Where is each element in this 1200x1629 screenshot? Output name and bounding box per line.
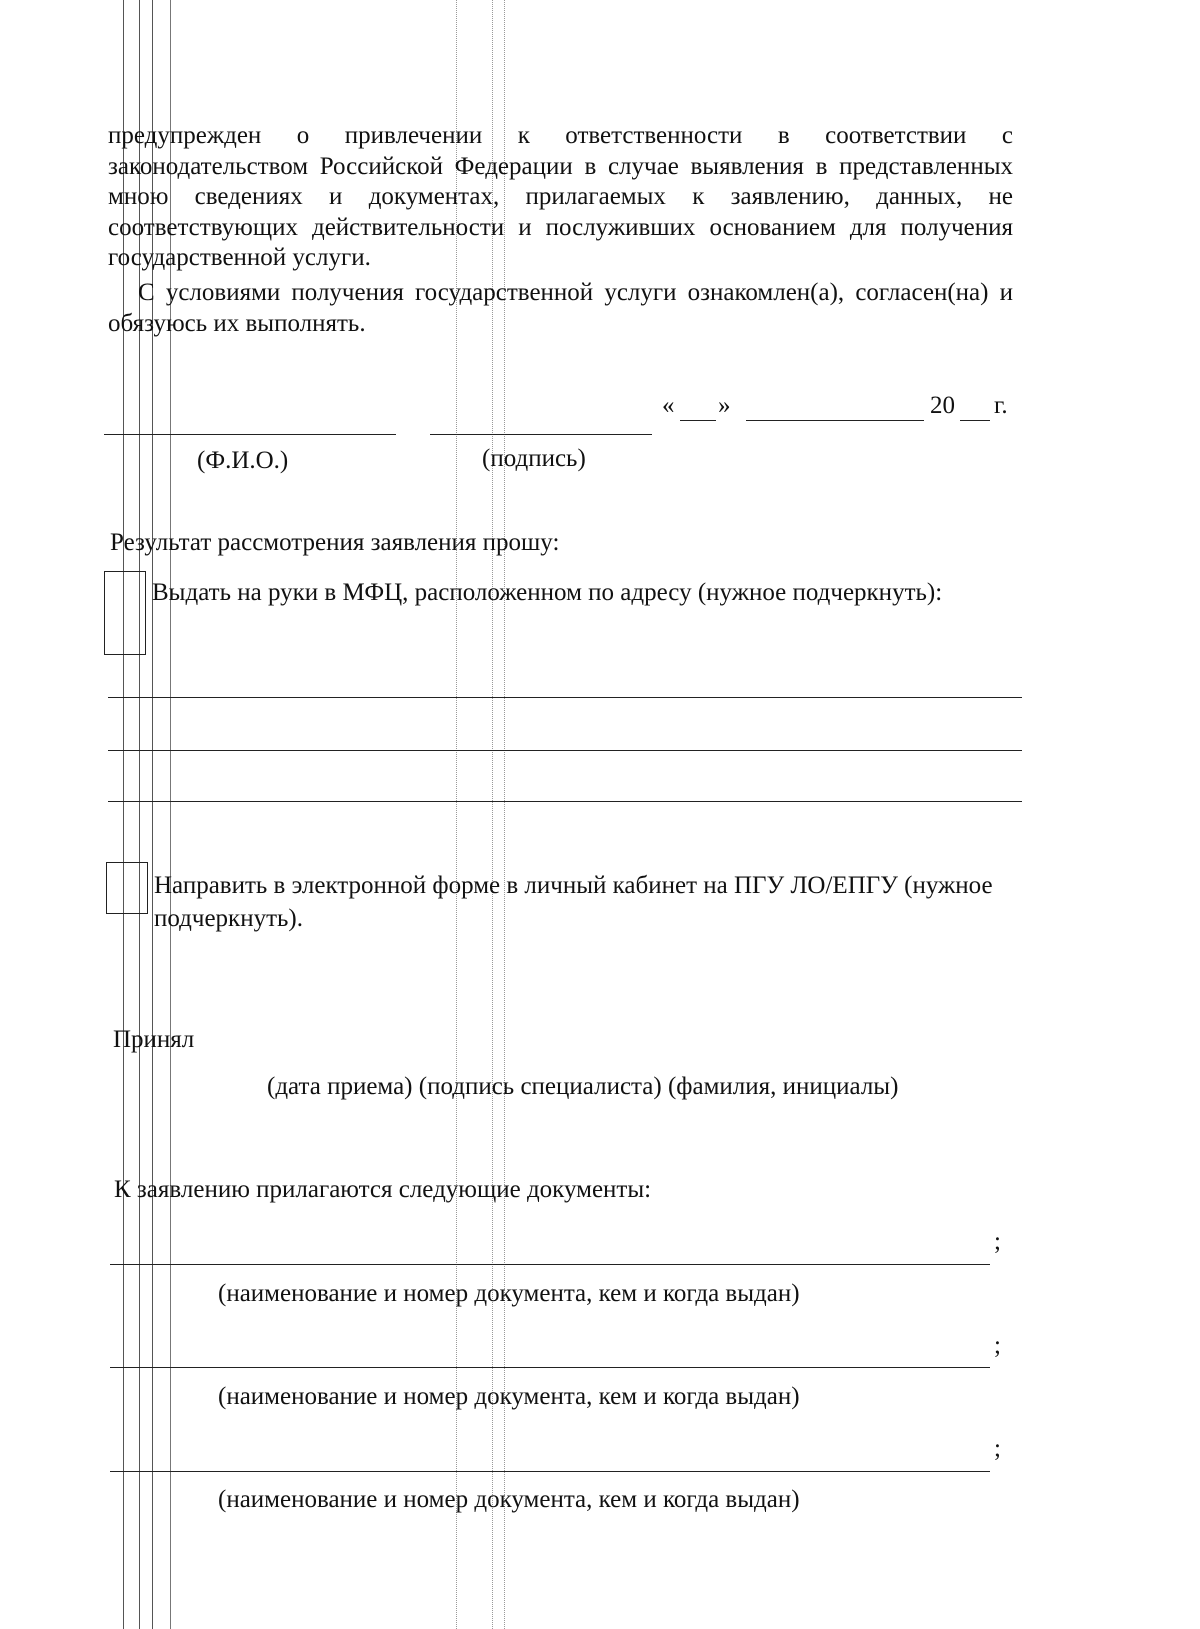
date-open-quote: « (662, 392, 675, 419)
mfc-option-text: Выдать на руки в МФЦ, расположенном по адресу (нужное подчеркнуть): (152, 579, 943, 606)
electronic-checkbox[interactable] (106, 862, 148, 914)
accepted-label: Принял (113, 1026, 195, 1053)
fio-field[interactable] (104, 434, 396, 435)
document-separator: ; (994, 1435, 1001, 1462)
documents-heading: К заявлению прилагаются следующие документы: (114, 1176, 652, 1203)
signature-field[interactable] (430, 434, 652, 435)
address-line-2[interactable] (108, 750, 1022, 751)
document-field[interactable] (110, 1264, 990, 1265)
document-field[interactable] (110, 1471, 990, 1472)
agreement-paragraph: С условиями получения государственной услуги ознакомлен(а), согласен(на) и обязуюсь их выполнять. (108, 279, 1013, 337)
document-field[interactable] (110, 1367, 990, 1368)
date-day-field[interactable] (680, 420, 716, 421)
document-caption: (наименование и номер документа, кем и когда выдан) (218, 1280, 800, 1307)
signature-caption: (подпись) (482, 445, 586, 472)
document-caption: (наименование и номер документа, кем и когда выдан) (218, 1383, 800, 1410)
date-year-field[interactable] (960, 420, 990, 421)
document-separator: ; (994, 1228, 1001, 1255)
mfc-checkbox[interactable] (104, 571, 146, 655)
address-line-1[interactable] (108, 697, 1022, 698)
address-line-3[interactable] (108, 801, 1022, 802)
accepted-caption: (дата приема) (подпись специалиста) (фамилия, инициалы) (267, 1073, 899, 1100)
result-heading: Результат рассмотрения заявления прошу: (110, 529, 560, 556)
warning-paragraph: предупрежден о привлечении к ответственности в соответствии с законодательством Российской Федерации в случае выявления в представленных мною сведениях и документах, прилагаемых к заявлению, данных, не соответствующих действительности и послуживших основанием для получения государственной услуги. (108, 122, 1013, 271)
date-year-suffix: г. (994, 392, 1008, 419)
electronic-option-text: Направить в электронной форме в личный кабинет на ПГУ ЛО/ЕПГУ (нужное подчеркнуть). (154, 872, 993, 932)
document-separator: ; (994, 1332, 1001, 1359)
document-caption: (наименование и номер документа, кем и когда выдан) (218, 1486, 800, 1513)
date-month-field[interactable] (746, 420, 924, 421)
fio-caption: (Ф.И.О.) (197, 447, 289, 474)
date-close-quote: » (718, 392, 731, 419)
date-year-prefix: 20 (930, 392, 955, 419)
